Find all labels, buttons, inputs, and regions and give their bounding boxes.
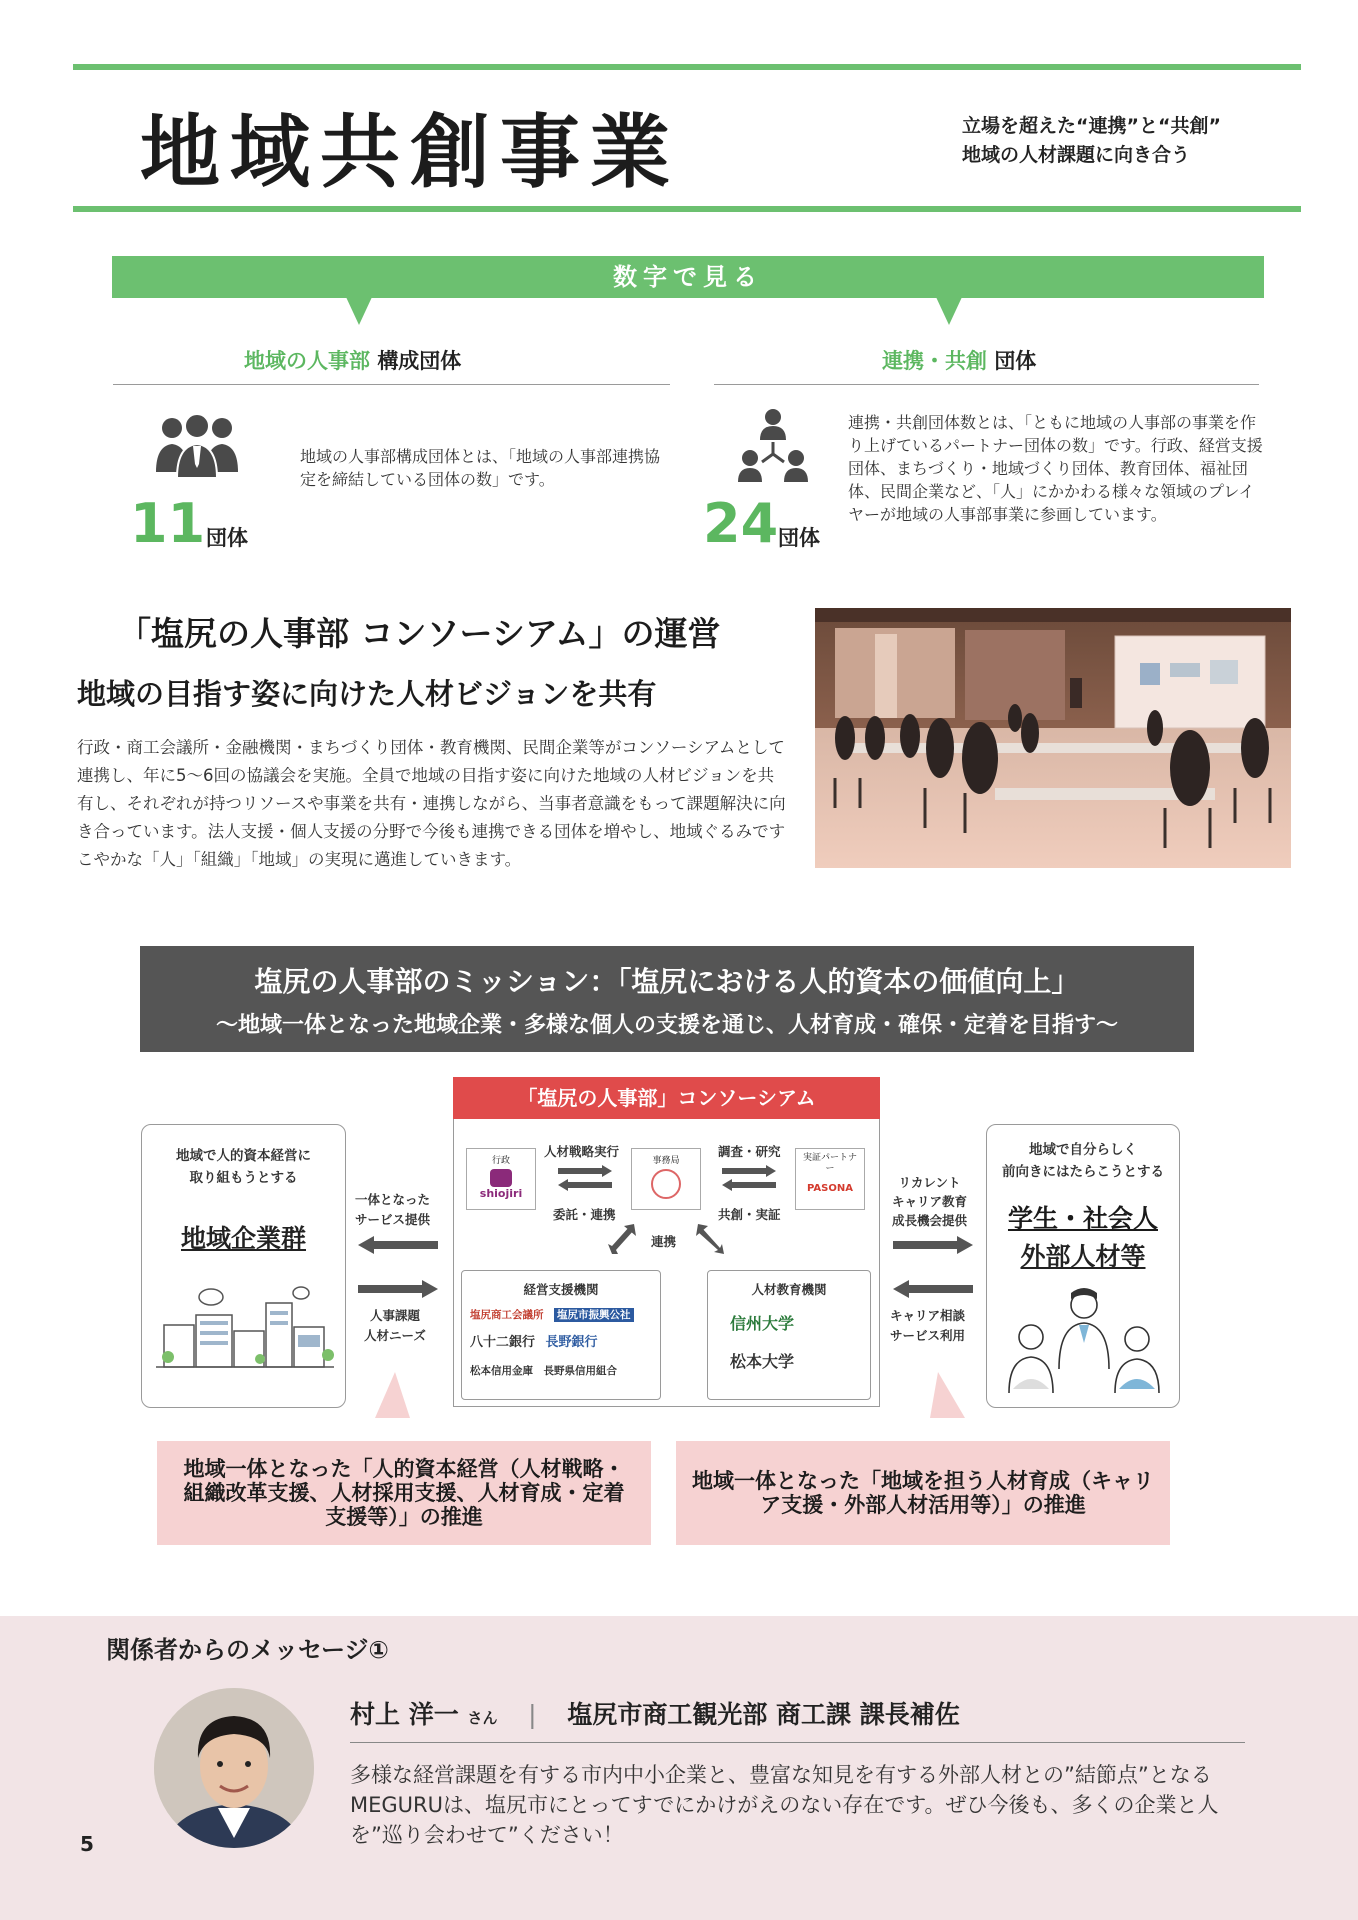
flow-strategy-label: 人材戦略実行	[544, 1144, 620, 1159]
callout-left-line-3: 支援等）」の推進	[325, 1505, 483, 1529]
left-arrow-bottom-label	[364, 1306, 426, 1346]
companies-caption-1: 地域で人的資本経営に	[176, 1148, 311, 1164]
right-arrow-bottom-line-2: サービス利用	[890, 1328, 966, 1343]
org-nagano-bank: 長野銀行	[545, 1335, 598, 1350]
support-orgs-row-1	[470, 1301, 660, 1329]
shiojiri-name: shiojiri	[479, 1187, 523, 1200]
stat-left-heading-green: 地域の人事部	[244, 349, 370, 373]
flow-delegate-label: 委託・連携	[553, 1207, 616, 1222]
office-mark	[651, 1169, 681, 1199]
stat-right-heading-black: 団体	[994, 349, 1037, 373]
people-illustration-icon	[1001, 1285, 1167, 1399]
org-nagano-kumiai: 長野県信用組合	[543, 1365, 617, 1377]
stat-right-description: 連携・共創団体数とは、「ともに地域の人事部の事業を作り上げているパートナー団体の数」です。行政、経営支援団体、まちづくり・地域づくり団体、教育団体、福祉団体、民間企業など、「人」にかかわる様々な領域のプレイヤーが地域の人事部事業に参画しています。	[848, 413, 1263, 524]
message-title: 関係者からのメッセージ①	[106, 1636, 389, 1664]
right-arrow-bottom-line-1: キャリア相談	[890, 1308, 966, 1323]
callout-left-line-2: 組織改革支援、人材採用支援、人材育成・定着	[183, 1481, 625, 1505]
org-promotion: 塩尻市振興公社	[554, 1308, 634, 1322]
message-body: 多様な経営課題を有する市内中小企業と、豊富な知見を有する外部人材との”結節点”となるMEGURUは、塩尻市にとってすでにかけがえのない存在です。ぜひ今後も、多くの企業と人を”巡り会わせて”ください！	[350, 1763, 1219, 1847]
flow-cocreate-label: 共創・実証	[718, 1207, 781, 1222]
right-arrow-top-line-3: 成長機会提供	[892, 1213, 968, 1228]
right-arrow-top-line-2: キャリア教育	[892, 1194, 968, 1209]
left-arrow-bottom-line-2: 人材ニーズ	[364, 1328, 426, 1343]
stat-left-value: 11	[130, 492, 206, 555]
support-orgs-list	[462, 1301, 660, 1385]
edu-orgs-list	[708, 1305, 870, 1381]
speaker-name-line	[350, 1695, 960, 1731]
shiojiri-mark	[490, 1169, 512, 1187]
support-orgs-box	[461, 1270, 661, 1400]
pasona-logo	[795, 1148, 865, 1210]
left-arrow-top-label	[355, 1190, 430, 1230]
support-orgs-row-3	[470, 1357, 660, 1385]
page-title: 地域共創事業	[140, 106, 680, 199]
buildings-icon	[156, 1275, 334, 1379]
right-arrow-top-line-1: リカレント	[898, 1175, 961, 1190]
individuals-caption-1: 地域で自分らしく	[1029, 1142, 1137, 1158]
stat-left-heading-black: 構成団体	[377, 349, 462, 373]
callout-talent-development	[676, 1441, 1170, 1545]
right-arrow-top-label	[892, 1173, 967, 1230]
consortium-box-title: 「塩尻の人事部」コンソーシアム	[453, 1077, 880, 1119]
exchange-arrows-right-icon	[722, 1163, 776, 1193]
office-logo	[631, 1148, 701, 1210]
org-chamber: 塩尻商工会議所	[470, 1309, 544, 1321]
left-arrow-top-line-2: サービス提供	[355, 1212, 431, 1227]
individuals-title-1: 学生・社会人	[1007, 1204, 1158, 1233]
speaker-name: 村上 洋一	[350, 1700, 459, 1729]
stat-right-value: 24	[703, 492, 779, 555]
consortium-heading: 「塩尻の人事部 コンソーシアム」の運営	[118, 614, 721, 653]
companies-caption-2: 取り組もうとする	[189, 1170, 298, 1186]
callout-right-line-1: 地域一体となった「地域を担う人材育成（キャリ	[692, 1469, 1154, 1493]
edu-orgs-box	[707, 1270, 871, 1400]
message-rule	[350, 1742, 1245, 1743]
arrow-left-2-icon	[893, 1278, 973, 1300]
vision-heading: 地域の目指す姿に向けた人材ビジョンを共有	[77, 677, 657, 711]
stat-left-unit: 団体	[206, 526, 248, 550]
page-number: 5	[80, 1832, 94, 1856]
left-arrow-bottom-line-1: 人事課題	[369, 1308, 420, 1323]
local-companies-title: 地域企業群	[180, 1224, 306, 1253]
stat-right-heading-green: 連携・共創	[882, 349, 987, 373]
flow-research-label: 調査・研究	[718, 1144, 781, 1159]
pasona-name: PASONA	[807, 1183, 853, 1194]
name-separator: |	[528, 1700, 537, 1729]
org-matsumoto-shinkin: 松本信用金庫	[470, 1365, 533, 1377]
link-arrow-left-icon	[608, 1222, 638, 1256]
mission-title: 塩尻の人事部のミッション：「塩尻における人的資本の価値向上」	[254, 965, 1080, 998]
mission-subtitle: 〜地域一体となった地域企業・多様な個人の支援を通じ、人材育成・確保・定着を目指す〜	[215, 1013, 1118, 1038]
consortium-body: 行政・商工会議所・金融機関・まちづくり団体・教育機関、民間企業等がコンソーシアムとして連携し、年に5〜6回の協議会を実施。全員で地域の目指す姿に向けた地域の人材ビジョンを共有し、それぞれが持つリソースや事業を共有・連携しながら、当事者意識をもって課題解決に向き合っています。法人支援・個人支援の分野で今後も連携できる団体を増やし、地域ぐるみですこやかな「人」「組織」「地域」の実現に邁進していきます。	[77, 738, 786, 869]
local-companies-box	[141, 1124, 346, 1408]
subtitle-line-2: 地域の人材課題に向き合う	[962, 144, 1191, 166]
link-arrow-right-icon	[694, 1222, 724, 1256]
individuals-box	[986, 1124, 1180, 1408]
stat-left-description: 地域の人事部構成団体とは、「地域の人事部連携協定を締結している団体の数」です。	[300, 447, 661, 489]
support-orgs-title: 経営支援機関	[523, 1282, 599, 1297]
arrow-right-2-icon	[893, 1234, 973, 1256]
right-arrow-bottom-label	[890, 1306, 965, 1346]
stat-right-unit: 団体	[778, 526, 820, 550]
callout-left-line-1: 地域一体となった「人的資本経営（人材戦略・	[183, 1457, 625, 1481]
avatar	[154, 1688, 314, 1848]
individuals-caption-2: 前向きにはたらこうとする	[1002, 1164, 1164, 1180]
arrow-right-icon	[358, 1278, 438, 1300]
speaker-honorific: さん	[467, 1709, 498, 1727]
gov-label: 行政	[491, 1156, 510, 1166]
org-82-bank: 八十二銀行	[470, 1335, 536, 1350]
flow-link-label: 連携	[651, 1234, 677, 1249]
numbers-band: 数字で見る	[112, 256, 1264, 298]
office-label: 事務局	[652, 1156, 680, 1166]
speaker-affiliation: 塩尻市商工観光部 商工課 課長補佐	[567, 1700, 960, 1729]
individuals-title-2: 外部人材等	[1020, 1242, 1146, 1271]
exchange-arrows-left-icon	[558, 1163, 612, 1193]
left-arrow-top-line-1: 一体となった	[355, 1192, 431, 1207]
partner-label: 実証パートナー	[802, 1153, 857, 1174]
arrow-left-icon	[358, 1234, 438, 1256]
org-matsumoto-univ: 松本大学	[730, 1352, 795, 1371]
callout-right-line-2: ア支援・外部人材活用等）」の推進	[760, 1493, 1086, 1517]
support-orgs-row-2	[470, 1329, 660, 1357]
shiojiri-logo	[466, 1148, 536, 1210]
edu-orgs-title: 人材教育機関	[751, 1282, 827, 1297]
callout-human-capital	[157, 1441, 651, 1545]
subtitle-line-1: 立場を超えた“連携”と“共創”	[962, 115, 1221, 137]
org-shinshu-univ: 信州大学	[730, 1314, 795, 1333]
